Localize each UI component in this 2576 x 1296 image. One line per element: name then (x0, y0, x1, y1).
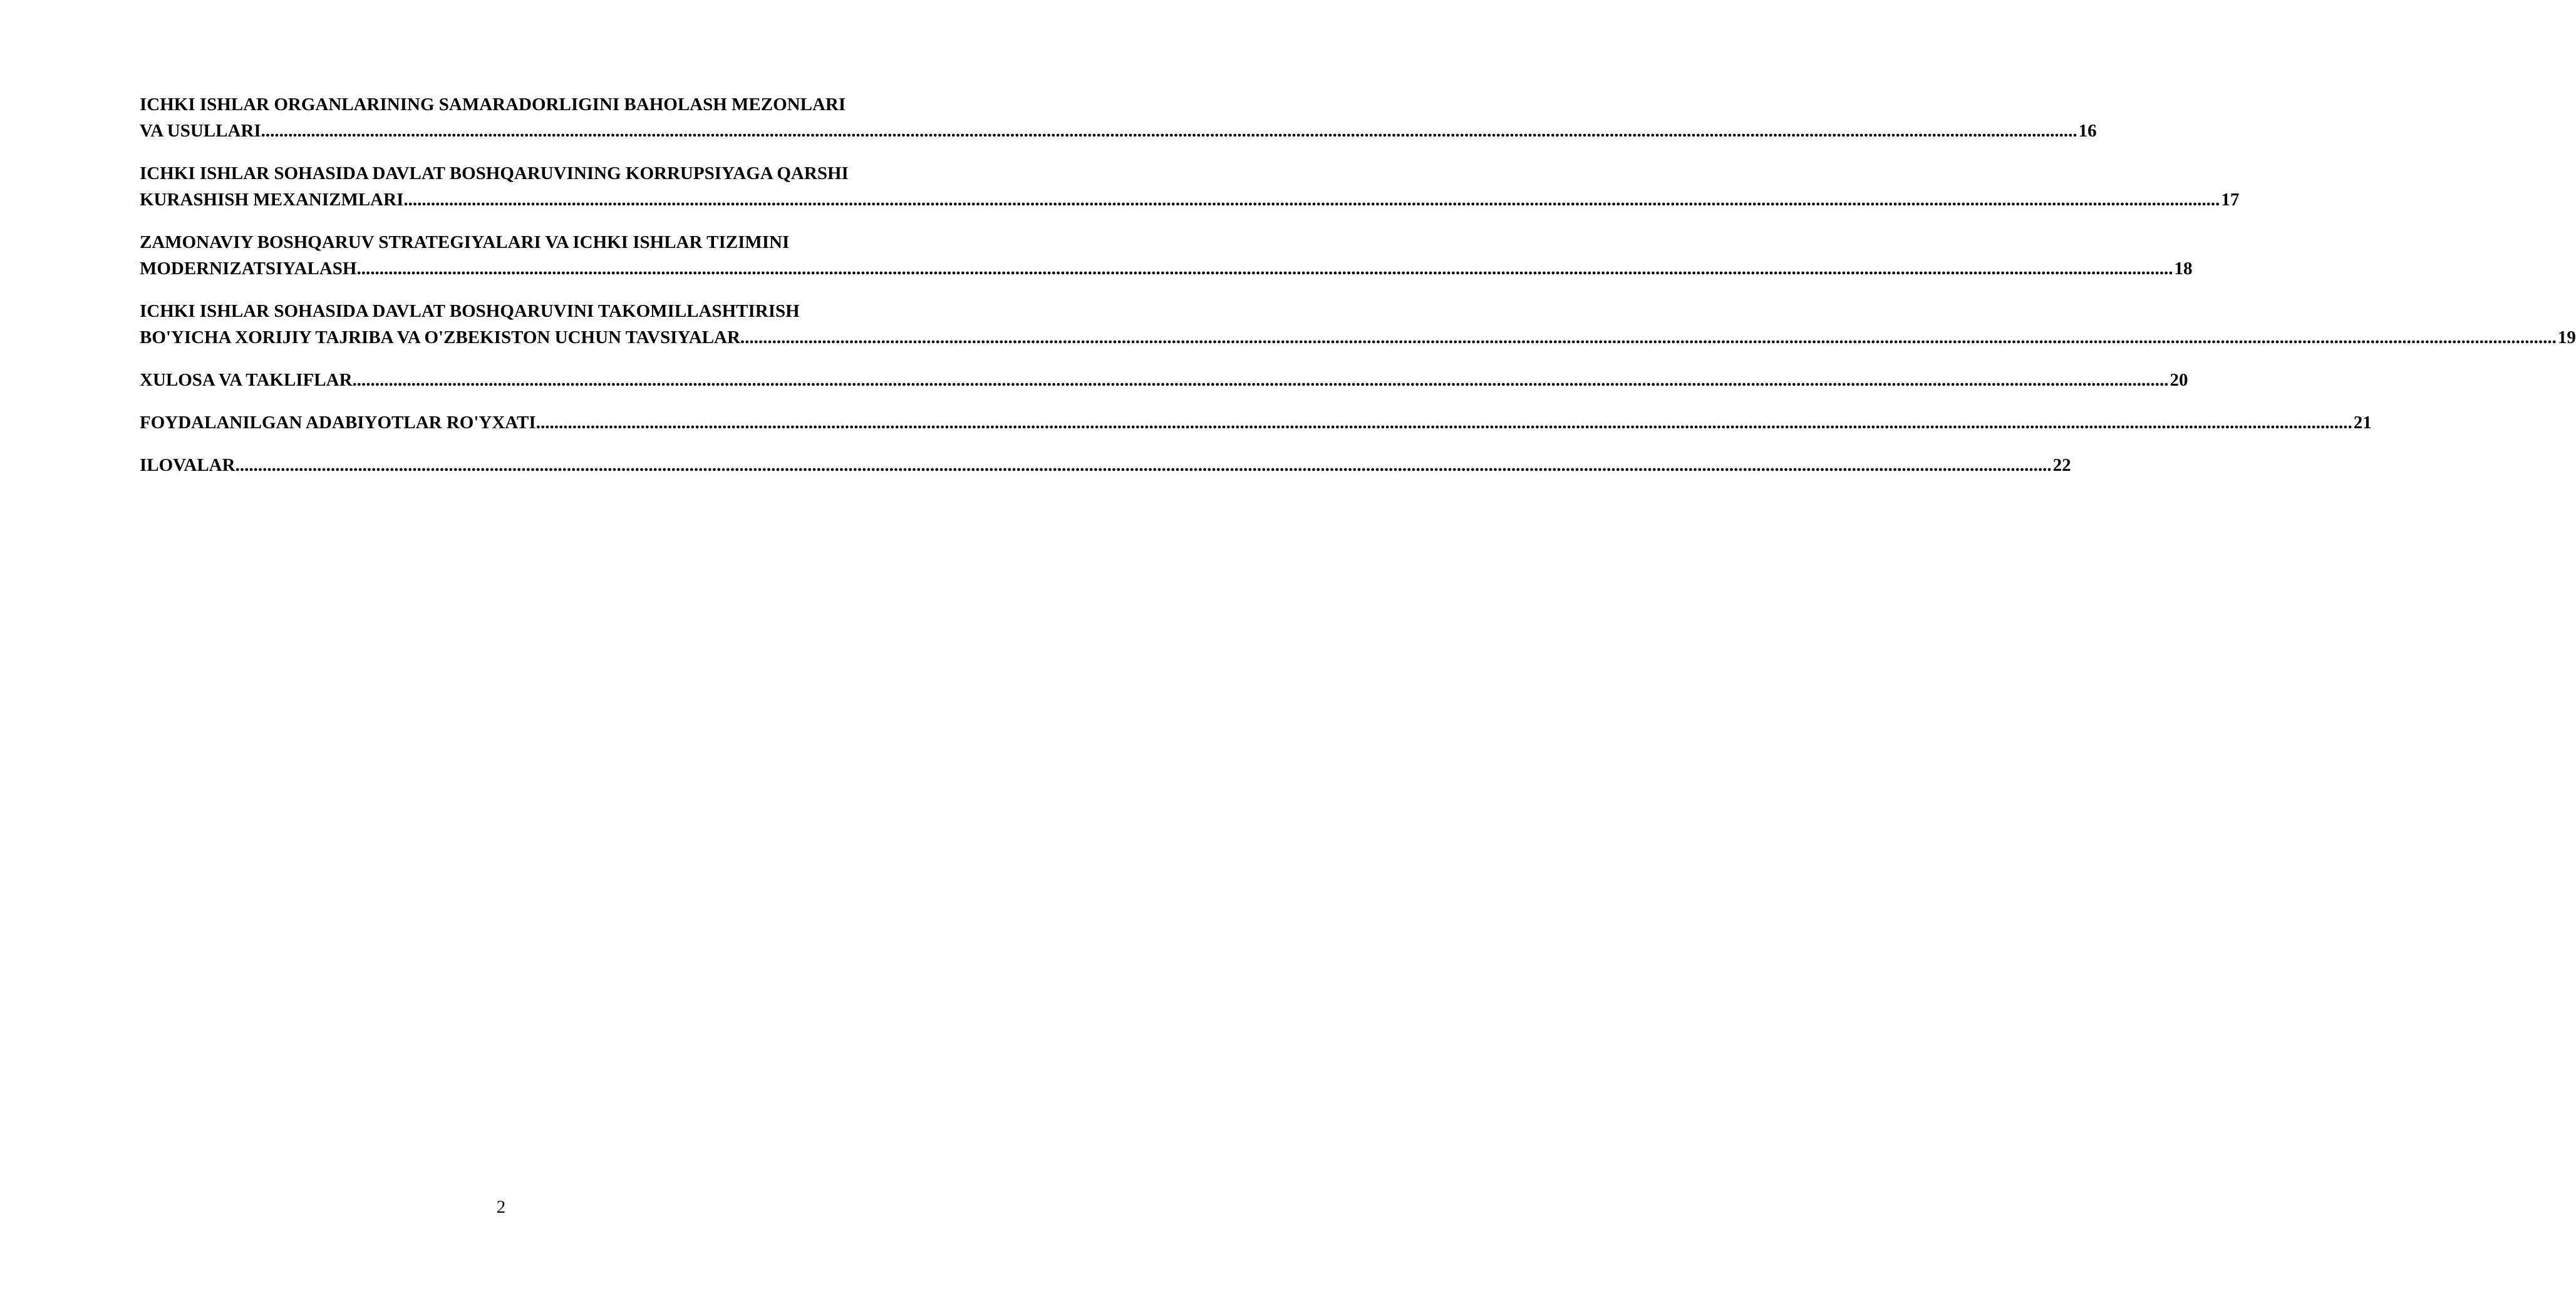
toc-entry-leader-line (140, 118, 2097, 144)
dot-leader: ................................................................................................................................................................................................................................................................................................................................................................................................................ (356, 259, 2173, 279)
dot-leader: ................................................................................................................................................................................................................................................................................................................................................................................................................ (352, 370, 2169, 390)
dot-leader: ................................................................................................................................................................................................................................................................................................................................................................................................................ (261, 121, 2077, 141)
toc-entry-title: ICHKI ISHLAR SOHASIDA DAVLAT BOSHQARUVINI TAKOMILLASHTIRISH (140, 301, 800, 321)
dot-leader: ................................................................................................................................................................................................................................................................................................................................................................................................................ (235, 455, 2052, 475)
toc-entry-leader-line (140, 187, 2240, 213)
toc-entry-page-number: 18 (2174, 259, 2193, 279)
toc-entry-title: ICHKI ISHLAR SOHASIDA DAVLAT BOSHQARUVINING KORRUPSIYAGA QARSHI (140, 163, 849, 183)
toc-entry-title: FOYDALANILGAN ADABIYOTLAR RO'YXATI (140, 413, 536, 433)
toc-entry-title: ICHKI ISHLAR ORGANLARINING SAMARADORLIGINI BAHOLASH MEZONLARI (140, 95, 846, 115)
dot-leader: ................................................................................................................................................................................................................................................................................................................................................................................................................ (403, 190, 2220, 210)
toc-entry[interactable] (140, 409, 2372, 436)
footer-page-number: 2 (496, 1197, 506, 1217)
toc-entry-leader-line (140, 255, 2193, 282)
toc-entry[interactable] (140, 229, 2193, 282)
toc-entry-page-number: 21 (2353, 413, 2372, 433)
toc-entry-title-continued: MODERNIZATSIYALASH (140, 259, 357, 279)
table-of-contents (140, 91, 2576, 495)
dot-leader: ................................................................................................................................................................................................................................................................................................................................................................................................................ (740, 327, 2557, 347)
toc-entry[interactable] (140, 452, 2071, 478)
toc-entry-page-number: 20 (2170, 370, 2188, 390)
toc-entry[interactable] (140, 298, 2576, 351)
toc-entry-title-continued: KURASHISH MEXANIZMLARI (140, 190, 404, 210)
toc-entry-leader-line (140, 324, 2576, 351)
dot-leader: ................................................................................................................................................................................................................................................................................................................................................................................................................ (535, 413, 2352, 433)
toc-entry[interactable] (140, 160, 2240, 213)
toc-entry-title-continued: BO'YICHA XORIJIY TAJRIBA VA O'ZBEKISTON UCHUN TAVSIYALAR (140, 327, 740, 347)
toc-entry-leader-line (140, 452, 2071, 478)
toc-entry-page-number: 22 (2052, 455, 2071, 475)
toc-entry-title: ZAMONAVIY BOSHQARUV STRATEGIYALARI VA ICHKI ISHLAR TIZIMINI (140, 232, 790, 252)
toc-entry-page-number: 17 (2221, 190, 2240, 210)
toc-entry-title: ILOVALAR (140, 455, 235, 475)
toc-entry[interactable] (140, 91, 2097, 144)
toc-entry[interactable] (140, 367, 2188, 393)
toc-entry-title: XULOSA VA TAKLIFLAR (140, 370, 353, 390)
toc-entry-title-continued: VA USULLARI (140, 121, 261, 141)
toc-entry-page-number: 16 (2078, 121, 2097, 141)
toc-entry-leader-line (140, 367, 2188, 393)
toc-entry-leader-line (140, 409, 2372, 436)
toc-entry-page-number: 19 (2557, 327, 2576, 347)
